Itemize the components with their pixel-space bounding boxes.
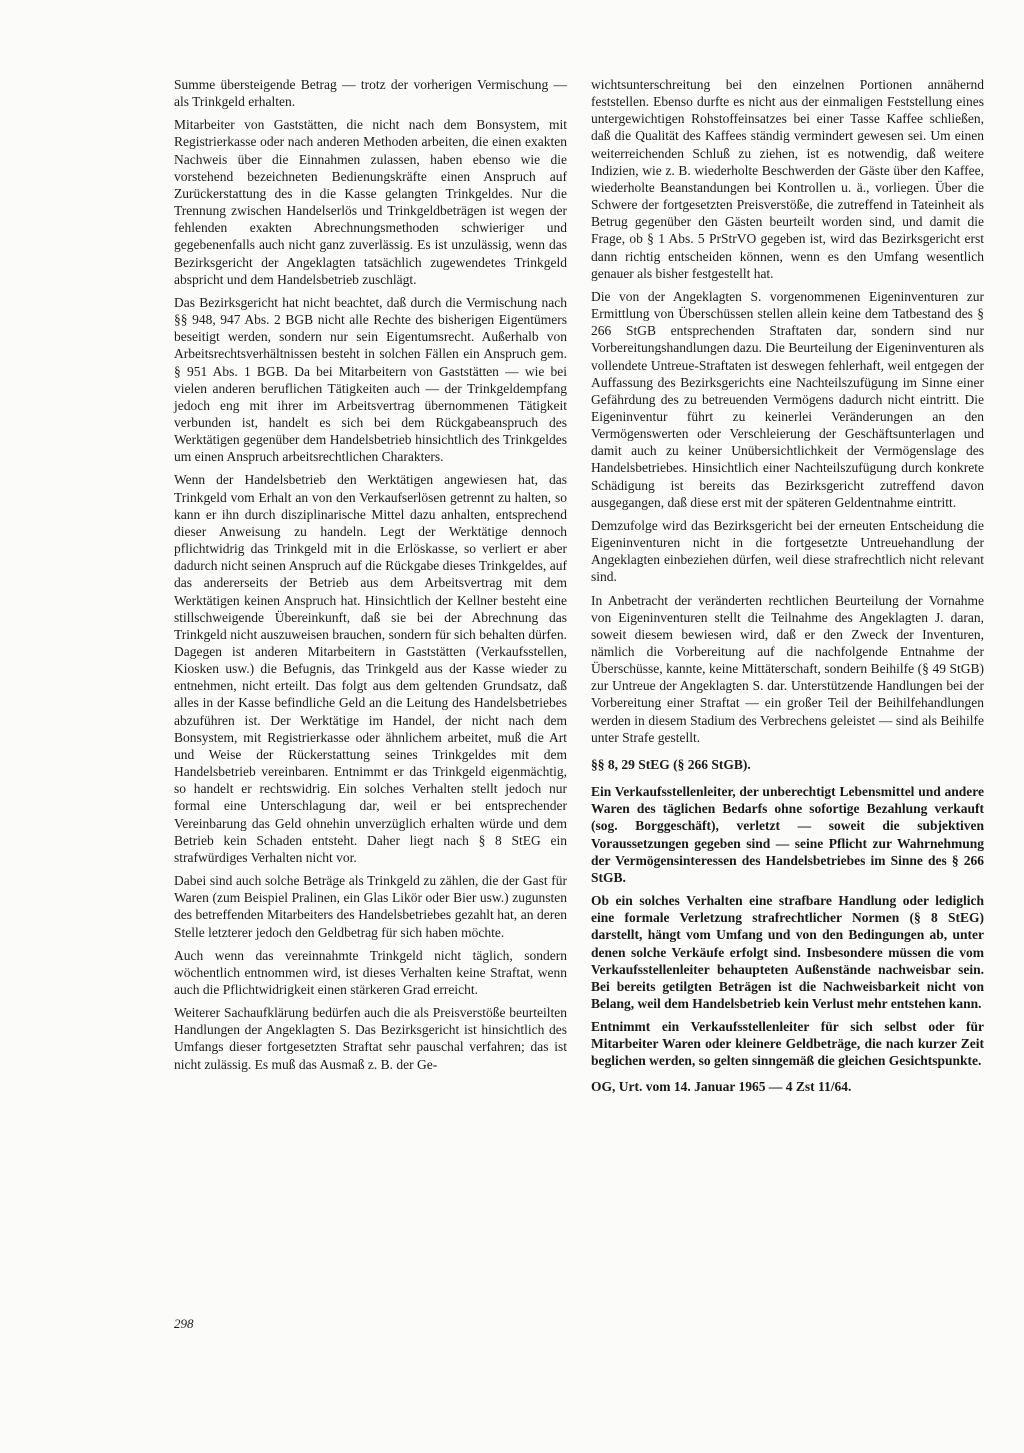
headnote: Ein Verkaufsstellenleiter, der unberechtigt Lebensmittel und andere Waren des täglichen Bedarfs ohne sofortige Bezahlung verkauft (sog. Borggeschäft), verletzt — soweit die subjektiven Voraussetzungen gegeben sind — seine Pflicht zur Wahrnehmung der Vermögensinteressen des Handelsbetriebes im Sinne des § 266 StGB. xyxy=(591,784,984,885)
paragraph: Summe übersteigende Betrag — trotz der vorherigen Vermischung — als Trinkgeld erhalten. xyxy=(174,77,567,110)
left-column xyxy=(174,76,567,1079)
paragraph: Die von der Angeklagten S. vorgenommenen Eigeninventuren zur Ermittlung von Überschüssen stellen allein keine dem Tatbestand des § 266 StGB entsprechenden Straftaten dar, sondern sind nur Vorbereitungshandlungen dazu. Die Beurteilung der Eigeninventuren als vollendete Untreue-Straftaten ist deswegen fehlerhaft, weil entgegen der Auffassung des Bezirksgerichts eine Nachteilszufügung im Sinne einer Gefährdung des zu betreuenden Vermögens dadurch nicht eintritt. Die Eigeninventur führt zu keinerlei Veränderungen an den Vermögenswerten oder Verschleierung der Geschäftsunterlagen und damit auch zu keiner Unübersichtlichkeit der Vermögenslage des Handelsbetriebes. Hinsichtlich einer Nachteilszufügung durch konkrete Schädigung ist bereits das Bezirksgericht zutreffend davon ausgegangen, daß diese erst mit der späteren Geldentnahme eintritt. xyxy=(591,288,984,510)
section-heading: §§ 8, 29 StEG (§ 266 StGB). xyxy=(591,756,751,772)
headnote: Ob ein solches Verhalten eine strafbare Handlung oder lediglich eine formale Verletzung strafrechtlicher Normen (§ 8 StEG) darstellt, hängt vom Umfang und von den Bedingungen ab, unter denen solche Verkäufe erfolgt sind. Insbesondere müssen die vom Verkaufsstellenleiter behaupteten Außenstände nachweisbar sein. Bei bereits getilgten Beträgen ist die Nachweisbarkeit nicht von Belang, weil dem Handelsbetrieb kein Verlust mehr entstehen kann. xyxy=(591,893,984,1011)
headnote: Entnimmt ein Verkaufsstellenleiter für sich selbst oder für Mitarbeiter Waren oder kleinere Geldbeträge, die nach kurzer Zeit beglichen werden, so gelten sinngemäß die gleichen Gesichtspunkte. xyxy=(591,1019,984,1069)
paragraph: Mitarbeiter von Gaststätten, die nicht nach dem Bonsystem, mit Registrierkasse oder nach anderen Methoden arbeiten, die einen exakten Nachweis über die Einnahmen zulassen, haben ebenso wie die vorstehend bezeichneten Bedienungskräfte einen Anspruch auf Zurückerstattung des in die Kasse gelangten Trinkgeldes. Nur die Trennung zwischen Handelserlös und Trinkgeldbeträgen ist wegen der fehlenden exakten Abrechnungsmethoden schwieriger und gegebenenfalls auch nicht ganz zuverlässig. Es ist unzulässig, wenn das Bezirksgericht der Angeklagten tatsächlich zugewendetes Trinkgeld abspricht und dem Handelsbetrieb zuschlägt. xyxy=(174,117,567,287)
paragraph: Wenn der Handelsbetrieb den Werktätigen angewiesen hat, das Trinkgeld vom Erhalt an von den Verkaufserlösen getrennt zu halten, so kann er ihn durch disziplinarische Mittel dazu anhalten, entsprechend dieser Anweisung zu handeln. Legt der Werktätige dennoch pflichtwidrig das Trinkgeld mit in die Erlöskasse, so verliert er aber dadurch nicht seinen Anspruch auf die Rückgabe dieses Trinkgeldes, auf das andererseits der Betrieb aus dem Arbeitsvertrag mit dem Werktätigen keinen Anspruch hat. Hinsichtlich der Kellner besteht eine stillschweigende Übereinkunft, daß sie bei der Abrechnung das Trinkgeld nicht auszuweisen brauchen, sondern für sich behalten dürfen. Dagegen ist anderen Mitarbeitern in Gaststätten (Verkaufsstellen, Kiosken usw.) die Befugnis, das Trinkgeld aus der Kasse wieder zu entnehmen, nicht erteilt. Das folgt aus dem geltenden Grundsatz, daß alles in der Kasse befindliche Geld an die Leitung des Handelsbetriebes abzuführen ist. Der Werktätige im Handel, der nicht nach dem Bonsystem, mit Registrierkasse oder ähnlichem arbeitet, muß die Art und Weise der Rückerstattung seines Trinkgeldes mit dem Handelsbetrieb vereinbaren. Entnimmt er das Trinkgeld eigenmächtig, so handelt er rechtswidrig. Ein solches Verhalten stellt jedoch nur formal eine Unterschlagung dar, weil er bei entsprechender Vereinbarung das Geld ohnehin unverzüglich erhalten würde und dem Betrieb kein Schaden entsteht. Daher liegt nach § 8 StEG ein strafwürdiges Verhalten nicht vor. xyxy=(174,472,567,865)
paragraph: wichtsunterschreitung bei den einzelnen Portionen annähernd feststellen. Ebenso durfte es nicht aus der einmaligen Feststellung eines untergewichtigen Rohstoffeinsatzes bei einer Tasse Kaffee schließen, daß die Qualität des Kaffees ständig vermindert gewesen sei. Um einen weiterreichenden Schluß zu ziehen, ist es notwendig, daß weitere Indizien, wie z. B. wiederholte Beschwerden der Gäste über den Kaffee, wiederholte Beanstandungen bei Kontrollen u. ä., vorliegen. Über die Schwere der fortgesetzten Preisverstöße, die zutreffend in Tateinheit als Betrug gegenüber den Gästen beurteilt worden sind, und damit die Frage, ob § 1 Abs. 5 PrStrVO gegeben ist, wird das Bezirksgericht erst dann richtig entscheiden können, wenn es den Umfang wesentlich genauer als bisher festgestellt hat. xyxy=(591,77,984,281)
paragraph: Auch wenn das vereinnahmte Trinkgeld nicht täglich, sondern wöchentlich entnommen wird, ist dieses Verhalten keine Straftat, wenn auch die Pflichtwidrigkeit einen stärkeren Grad erreicht. xyxy=(174,947,567,997)
citation: OG, Urt. vom 14. Januar 1965 — 4 Zst 11/64. xyxy=(591,1078,852,1094)
paragraph: Demzufolge wird das Bezirksgericht bei der erneuten Entscheidung die Eigeninventuren nicht in die fortgesetzte Untreuehandlung der Angeklagten einbeziehen dürfen, weil diese strafrechtlich nicht relevant sind. xyxy=(591,517,984,585)
paragraph: Das Bezirksgericht hat nicht beachtet, daß durch die Vermischung nach §§ 948, 947 Abs. 2 BGB nicht alle Rechte des bisherigen Eigentümers beseitigt werden, sondern nur sein Eigentumsrecht. Außerhalb von Arbeitsrechtsverhältnissen besteht in solchen Fällen ein Anspruch gem. § 951 Abs. 1 BGB. Da bei Mitarbeitern von Gaststätten — wie bei vielen anderen beruflichen Tätigkeiten auch — der Trinkgeldempfang jedoch eng mit ihrer im Arbeitsvertrag übernommenen Tätigkeit verbunden ist, handelt es sich bei dem Rückgabeanspruch des Werktätigen gegenüber dem Handelsbetrieb hinsichtlich des Trinkgeldes um einen Anspruch arbeitsrechtlichen Charakters. xyxy=(174,294,567,465)
paragraph: Dabei sind auch solche Beträge als Trinkgeld zu zählen, die der Gast für Waren (zum Beispiel Pralinen, ein Glas Likör oder Bier usw.) zugunsten des betreffenden Mitarbeiters des Handelsbetriebes gezahlt hat, an deren Stelle letzterer jedoch den Geldbetrag für sich haben möchte. xyxy=(174,873,567,940)
paragraph: In Anbetracht der veränderten rechtlichen Beurteilung der Vornahme von Eigeninventuren stellt die Teilnahme des Angeklagten J. daran, soweit diesem bewiesen wird, daß er den Zweck der Inventuren, nämlich die Vorbereitung auf die nachfolgende Entnahme der Überschüsse, kannte, keine Mittäterschaft, sondern Beihilfe (§ 49 StGB) zur Untreue der Angeklagten S. dar. Unterstützende Handlungen bei der Vorbereitung einer Straftat — ein großer Teil der Beihilfehandlungen werden in diesem Stadium des Verbrechens geleistet — sind als Beihilfe unter Strafe gestellt. xyxy=(591,592,984,745)
paragraph: Weiterer Sachaufklärung bedürfen auch die als Preisverstöße beurteilten Handlungen der Angeklagten S. Das Bezirksgericht ist hinsichtlich des Umfangs dieser fortgesetzten Straftat sehr pauschal verfahren; das ist nicht zulässig. Es muß das Ausmaß z. B. der Ge- xyxy=(174,1005,567,1072)
right-column xyxy=(591,76,984,1101)
page-number: 298 xyxy=(174,1316,194,1331)
